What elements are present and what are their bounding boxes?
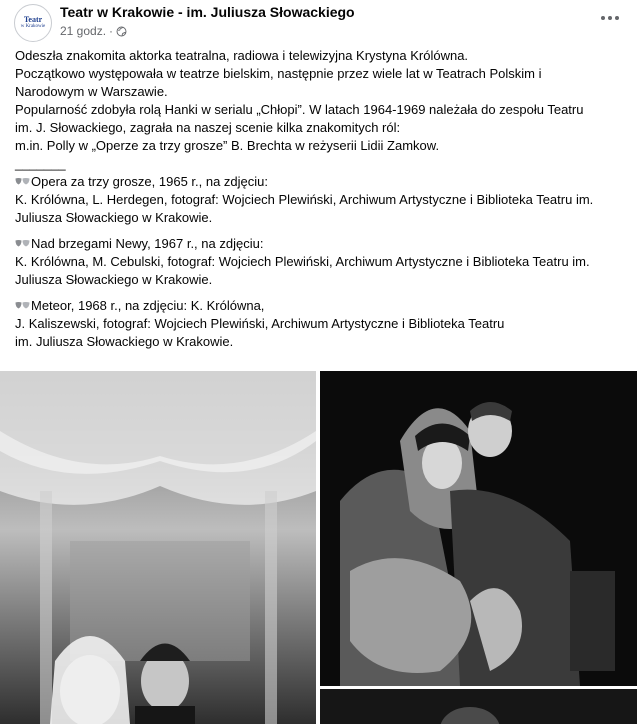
caption-text: im. Juliusza Słowackiego w Krakowie.	[15, 334, 234, 349]
page-avatar[interactable]: Teatr w Krakowie	[14, 4, 52, 42]
post-timestamp[interactable]: 21 godz.	[60, 24, 107, 38]
caption-title: Nad brzegami Newy, 1967 r., na zdjęciu:	[15, 235, 625, 253]
performing-arts-icon	[15, 239, 30, 248]
caption-text: Juliusza Słowackiego w Krakowie.	[15, 210, 213, 225]
post-meta	[60, 24, 127, 38]
post-paragraph: Początkowo występowała w teatrze bielskim, następnie przez wiele lat w Teatrach Polskim i	[15, 66, 542, 81]
photo-opera-za-trzy-grosze[interactable]	[0, 371, 316, 724]
performing-arts-icon	[15, 177, 30, 186]
caption-text: K. Królówna, M. Cebulski, fotograf: Wojciech Plewiński, Archiwum Artystyczne i Biblioteka Teatru im.	[15, 254, 590, 269]
caption-text: J. Kaliszewski, fotograf: Wojciech Plewiński, Archiwum Artystyczne i Biblioteka Teatru	[15, 316, 505, 331]
post-header	[14, 4, 624, 42]
meta-separator: ·	[109, 24, 114, 38]
caption-text: Juliusza Słowackiego w Krakowie.	[15, 272, 213, 287]
photo-grid	[0, 371, 637, 724]
photo-nad-brzegami-newy[interactable]	[320, 371, 637, 686]
more-options-icon[interactable]	[596, 8, 624, 28]
post-paragraph: Narodowym w Warszawie.	[15, 84, 168, 99]
globe-icon[interactable]	[116, 26, 127, 37]
post-paragraph: m.in. Polly w „Operze za trzy grosze” B. Brechta w reżyserii Lidii Zamkow.	[15, 138, 440, 153]
post-paragraph: Odeszła znakomita aktorka teatralna, radiowa i telewizyjna Krystyna Królówna.	[15, 48, 469, 63]
caption-title: Opera za trzy grosze, 1965 r., na zdjęciu:	[15, 173, 625, 191]
post-body	[15, 47, 625, 351]
performing-arts-icon	[15, 301, 30, 310]
page-name-link[interactable]: Teatr w Krakowie - im. Juliusza Słowackiego	[60, 4, 355, 20]
caption-title: Meteor, 1968 r., na zdjęciu: K. Królówna,	[15, 297, 625, 315]
post-paragraph: Popularność zdobyła rolą Hanki w serialu „Chłopi”. W latach 1964-1969 należała do zespołu Teatru	[15, 102, 584, 117]
divider-line: _______	[15, 156, 66, 171]
post-paragraph: im. J. Słowackiego, zagrała na naszej scenie kilka znakomitych ról:	[15, 120, 401, 135]
photo-meteor[interactable]	[320, 689, 637, 724]
caption-text: K. Królówna, L. Herdegen, fotograf: Wojciech Plewiński, Archiwum Artystyczne i Biblioteka Teatru im.	[15, 192, 594, 207]
